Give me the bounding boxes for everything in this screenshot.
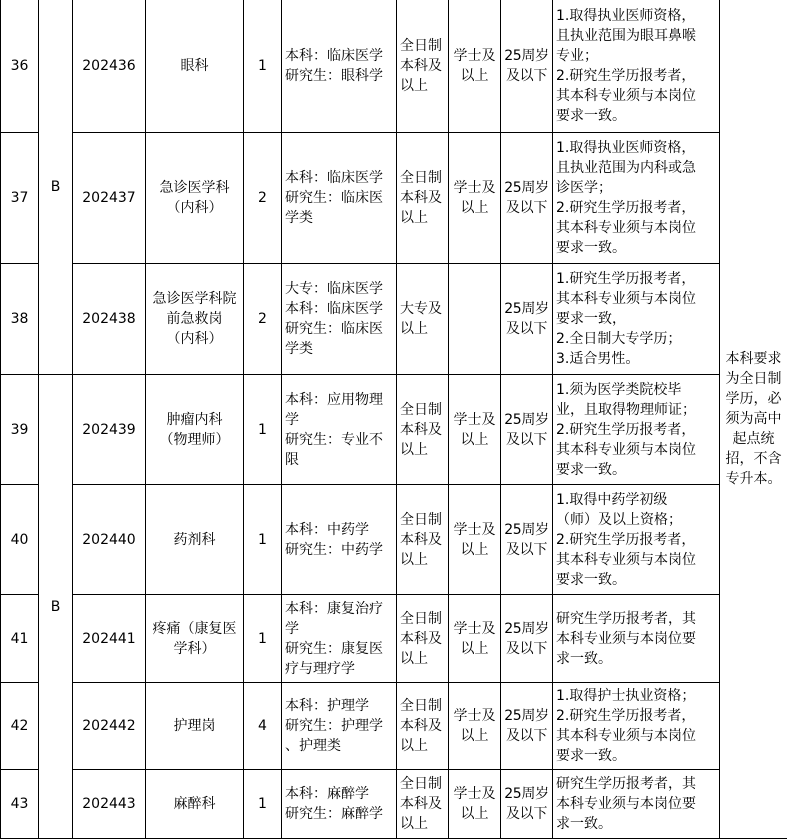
remark-cell: 本科要求 为全日制 学历，必 须为高中 起点统 招，不含 专升本。	[720, 0, 787, 839]
position-name: 肿瘤内科 （物理师）	[146, 375, 244, 485]
hire-count: 2	[244, 133, 282, 264]
degree-requirement: 学士及 以上	[449, 133, 501, 264]
position-code: 202440	[73, 485, 146, 595]
degree-requirement: 学士及 以上	[449, 770, 501, 839]
other-requirements: 1.取得中药学初级 （师）及以上资格； 2.研究生学历报考者， 其本科专业须与本岗位 要求一致。	[553, 485, 720, 595]
position-name: 疼痛（康复医 学科）	[146, 595, 244, 683]
table-row	[1, 485, 787, 595]
major-requirement: 本科：临床医学 研究生：眼科学	[282, 0, 397, 133]
position-code: 202437	[73, 133, 146, 264]
position-code: 202439	[73, 375, 146, 485]
other-requirements: 1.取得执业医师资格， 且执业范围为内科或急 诊医学； 2.研究生学历报考者， 其本科专业须与本岗位 要求一致。	[553, 133, 720, 264]
education-requirement: 大专及 以上	[397, 264, 449, 375]
hire-count: 1	[244, 595, 282, 683]
category-cell: B	[39, 0, 73, 375]
major-requirement: 本科：麻醉学 研究生：麻醉学	[282, 770, 397, 839]
table-row	[1, 770, 787, 839]
position-code: 202436	[73, 0, 146, 133]
major-requirement: 本科：中药学 研究生：中药学	[282, 485, 397, 595]
position-name: 护理岗	[146, 683, 244, 770]
education-requirement: 全日制 本科及 以上	[397, 770, 449, 839]
table-row	[1, 264, 787, 375]
major-requirement: 本科：护理学 研究生：护理学 、护理类	[282, 683, 397, 770]
hire-count: 4	[244, 683, 282, 770]
education-requirement: 全日制 本科及 以上	[397, 485, 449, 595]
degree-requirement: 学士及 以上	[449, 485, 501, 595]
table-row	[1, 683, 787, 770]
other-requirements: 研究生学历报考者，其 本科专业须与本岗位要 求一致。	[553, 595, 720, 683]
major-requirement: 本科：康复治疗 学 研究生：康复医 疗与理疗学	[282, 595, 397, 683]
position-code: 202442	[73, 683, 146, 770]
position-name: 急诊医学科 （内科）	[146, 133, 244, 264]
age-requirement: 25周岁 及以下	[501, 770, 553, 839]
row-number: 36	[1, 0, 39, 133]
education-requirement: 全日制 本科及 以上	[397, 375, 449, 485]
age-requirement: 25周岁 及以下	[501, 264, 553, 375]
hire-count: 2	[244, 264, 282, 375]
other-requirements: 1.须为医学类院校毕 业，且取得物理师证； 2.研究生学历报考者， 其本科专业须与本岗位 要求一致。	[553, 375, 720, 485]
age-requirement: 25周岁 及以下	[501, 133, 553, 264]
education-requirement: 全日制 本科及 以上	[397, 0, 449, 133]
other-requirements: 研究生学历报考者，其 本科专业须与本岗位要 求一致。	[553, 770, 720, 839]
education-requirement: 全日制 本科及 以上	[397, 133, 449, 264]
row-number: 40	[1, 485, 39, 595]
education-requirement: 全日制 本科及 以上	[397, 595, 449, 683]
degree-requirement	[449, 264, 501, 375]
age-requirement: 25周岁 及以下	[501, 683, 553, 770]
position-name: 眼科	[146, 0, 244, 133]
other-requirements: 1.取得执业医师资格， 且执业范围为眼耳鼻喉 专业； 2.研究生学历报考者， 其本科专业须与本岗位 要求一致。	[553, 0, 720, 133]
major-requirement: 大专：临床医学 本科：临床医学 研究生：临床医 学类	[282, 264, 397, 375]
degree-requirement: 学士及 以上	[449, 595, 501, 683]
row-number: 42	[1, 683, 39, 770]
other-requirements: 1.研究生学历报考者， 其本科专业须与本岗位 要求一致， 2.全日制大专学历； 3.适合男性。	[553, 264, 720, 375]
degree-requirement: 学士及 以上	[449, 375, 501, 485]
row-number: 37	[1, 133, 39, 264]
table-row	[1, 375, 787, 485]
position-code: 202441	[73, 595, 146, 683]
age-requirement: 25周岁 及以下	[501, 595, 553, 683]
age-requirement: 25周岁 及以下	[501, 375, 553, 485]
table-row	[1, 595, 787, 683]
other-requirements: 1.取得护士执业资格； 2.研究生学历报考者， 其本科专业须与本岗位 要求一致。	[553, 683, 720, 770]
degree-requirement: 学士及 以上	[449, 0, 501, 133]
major-requirement: 本科：应用物理 学 研究生：专业不 限	[282, 375, 397, 485]
age-requirement: 25周岁 及以下	[501, 0, 553, 133]
row-number: 43	[1, 770, 39, 839]
hire-count: 1	[244, 375, 282, 485]
hire-count: 1	[244, 0, 282, 133]
position-code: 202443	[73, 770, 146, 839]
row-number: 38	[1, 264, 39, 375]
position-code: 202438	[73, 264, 146, 375]
position-name: 药剂科	[146, 485, 244, 595]
degree-requirement: 学士及 以上	[449, 683, 501, 770]
table-row	[1, 0, 787, 133]
hire-count: 1	[244, 485, 282, 595]
major-requirement: 本科：临床医学 研究生：临床医 学类	[282, 133, 397, 264]
position-name: 急诊医学科院 前急救岗 （内科）	[146, 264, 244, 375]
age-requirement: 25周岁 及以下	[501, 485, 553, 595]
position-name: 麻醉科	[146, 770, 244, 839]
education-requirement: 全日制 本科及 以上	[397, 683, 449, 770]
category-cell: B	[39, 375, 73, 839]
row-number: 41	[1, 595, 39, 683]
table-row	[1, 133, 787, 264]
row-number: 39	[1, 375, 39, 485]
hire-count: 1	[244, 770, 282, 839]
